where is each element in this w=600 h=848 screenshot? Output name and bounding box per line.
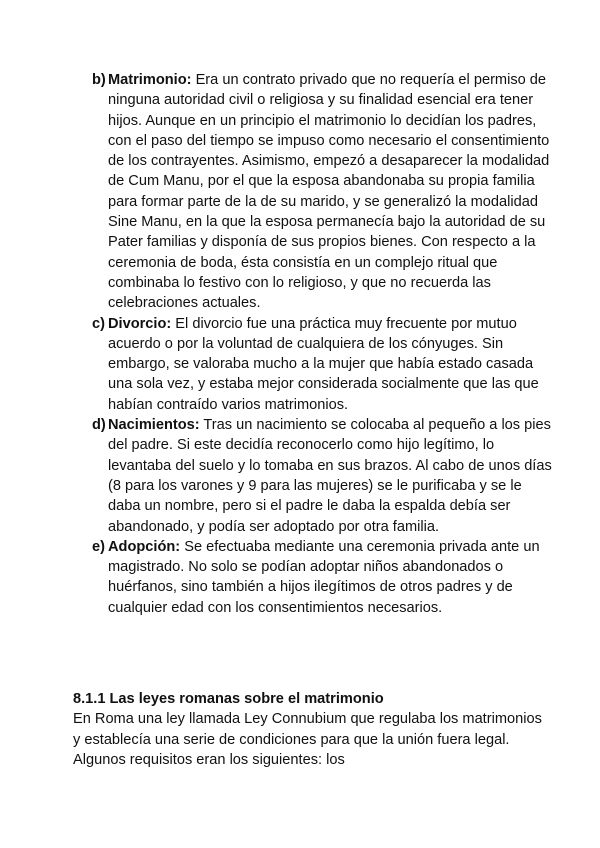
list-item-nacimientos bbox=[92, 415, 552, 537]
list-marker: d) bbox=[92, 417, 106, 434]
list-marker: e) bbox=[92, 538, 105, 555]
section-leyes-romanas bbox=[73, 689, 553, 770]
section-heading: 8.1.1 Las leyes romanas sobre el matrimonio bbox=[73, 691, 384, 707]
list-item-adopcion bbox=[92, 537, 552, 618]
list-text: El divorcio fue una práctica muy frecuente por mutuo acuerdo o por la voluntad de cualquiera de los cónyuges. Sin embargo, se valoraba mucho a la mujer que había estado casada una sola vez, y estaba mejor considerada socialmente que las que habían contraído varios matrimonios. bbox=[108, 315, 539, 413]
section-paragraph: En Roma una ley llamada Ley Connubium que regulaba los matrimonios y establecía una serie de condiciones para que la unión fuera legal. Algunos requisitos eran los siguientes: los bbox=[73, 711, 542, 768]
list-text: Era un contrato privado que no requería el permiso de ninguna autoridad civil o religiosa y su finalidad esencial era tener hijos. Aunque en un principio el matrimonio lo decidían los padres, con el paso del tiempo se impuso como necesario el consentimiento de los contrayentes. Asimismo, empezó a desaparecer la modalidad de Cum Manu, por el que la esposa abandonaba su propia familia para formar parte de la de su marido, y se generalizó la modalidad Sine Manu, en la que la esposa permanecía bajo la autoridad de su Pater familias y disponía de sus propios bienes. Con respecto a la ceremonia de boda, ésta consistía en un complejo ritual que combinaba lo festivo con lo religioso, y que no recuerda las celebraciones actuales. bbox=[108, 72, 550, 312]
list-text: Tras un nacimiento se colocaba al pequeño a los pies del padre. Si este decidía reconocerlo como hijo legítimo, lo levantaba del suelo y lo tomaba en sus brazos. Al cabo de unos días (8 para los varones y 9 para las mujeres) se le purificaba y se le daba un nombre, pero si el padre le daba la espalda debía ser abandonado, y podía ser adoptado por otra familia. bbox=[108, 417, 552, 535]
list-term: Divorcio: bbox=[108, 315, 172, 332]
list-marker: b) bbox=[92, 72, 106, 88]
list-term: Nacimientos: bbox=[108, 417, 200, 434]
definition-list bbox=[92, 70, 552, 618]
list-term: Matrimonio: bbox=[108, 72, 192, 88]
list-text: Se efectuaba mediante una ceremonia privada ante un magistrado. No solo se podían adoptar niños abandonados o huérfanos, sino también a hijos ilegítimos de otros padres y de cualquier edad con los consentimientos necesarios. bbox=[108, 538, 540, 616]
list-marker: c) bbox=[92, 315, 105, 332]
list-item-matrimonio bbox=[92, 70, 552, 314]
list-item-divorcio bbox=[92, 314, 552, 415]
list-term: Adopción: bbox=[108, 538, 181, 555]
